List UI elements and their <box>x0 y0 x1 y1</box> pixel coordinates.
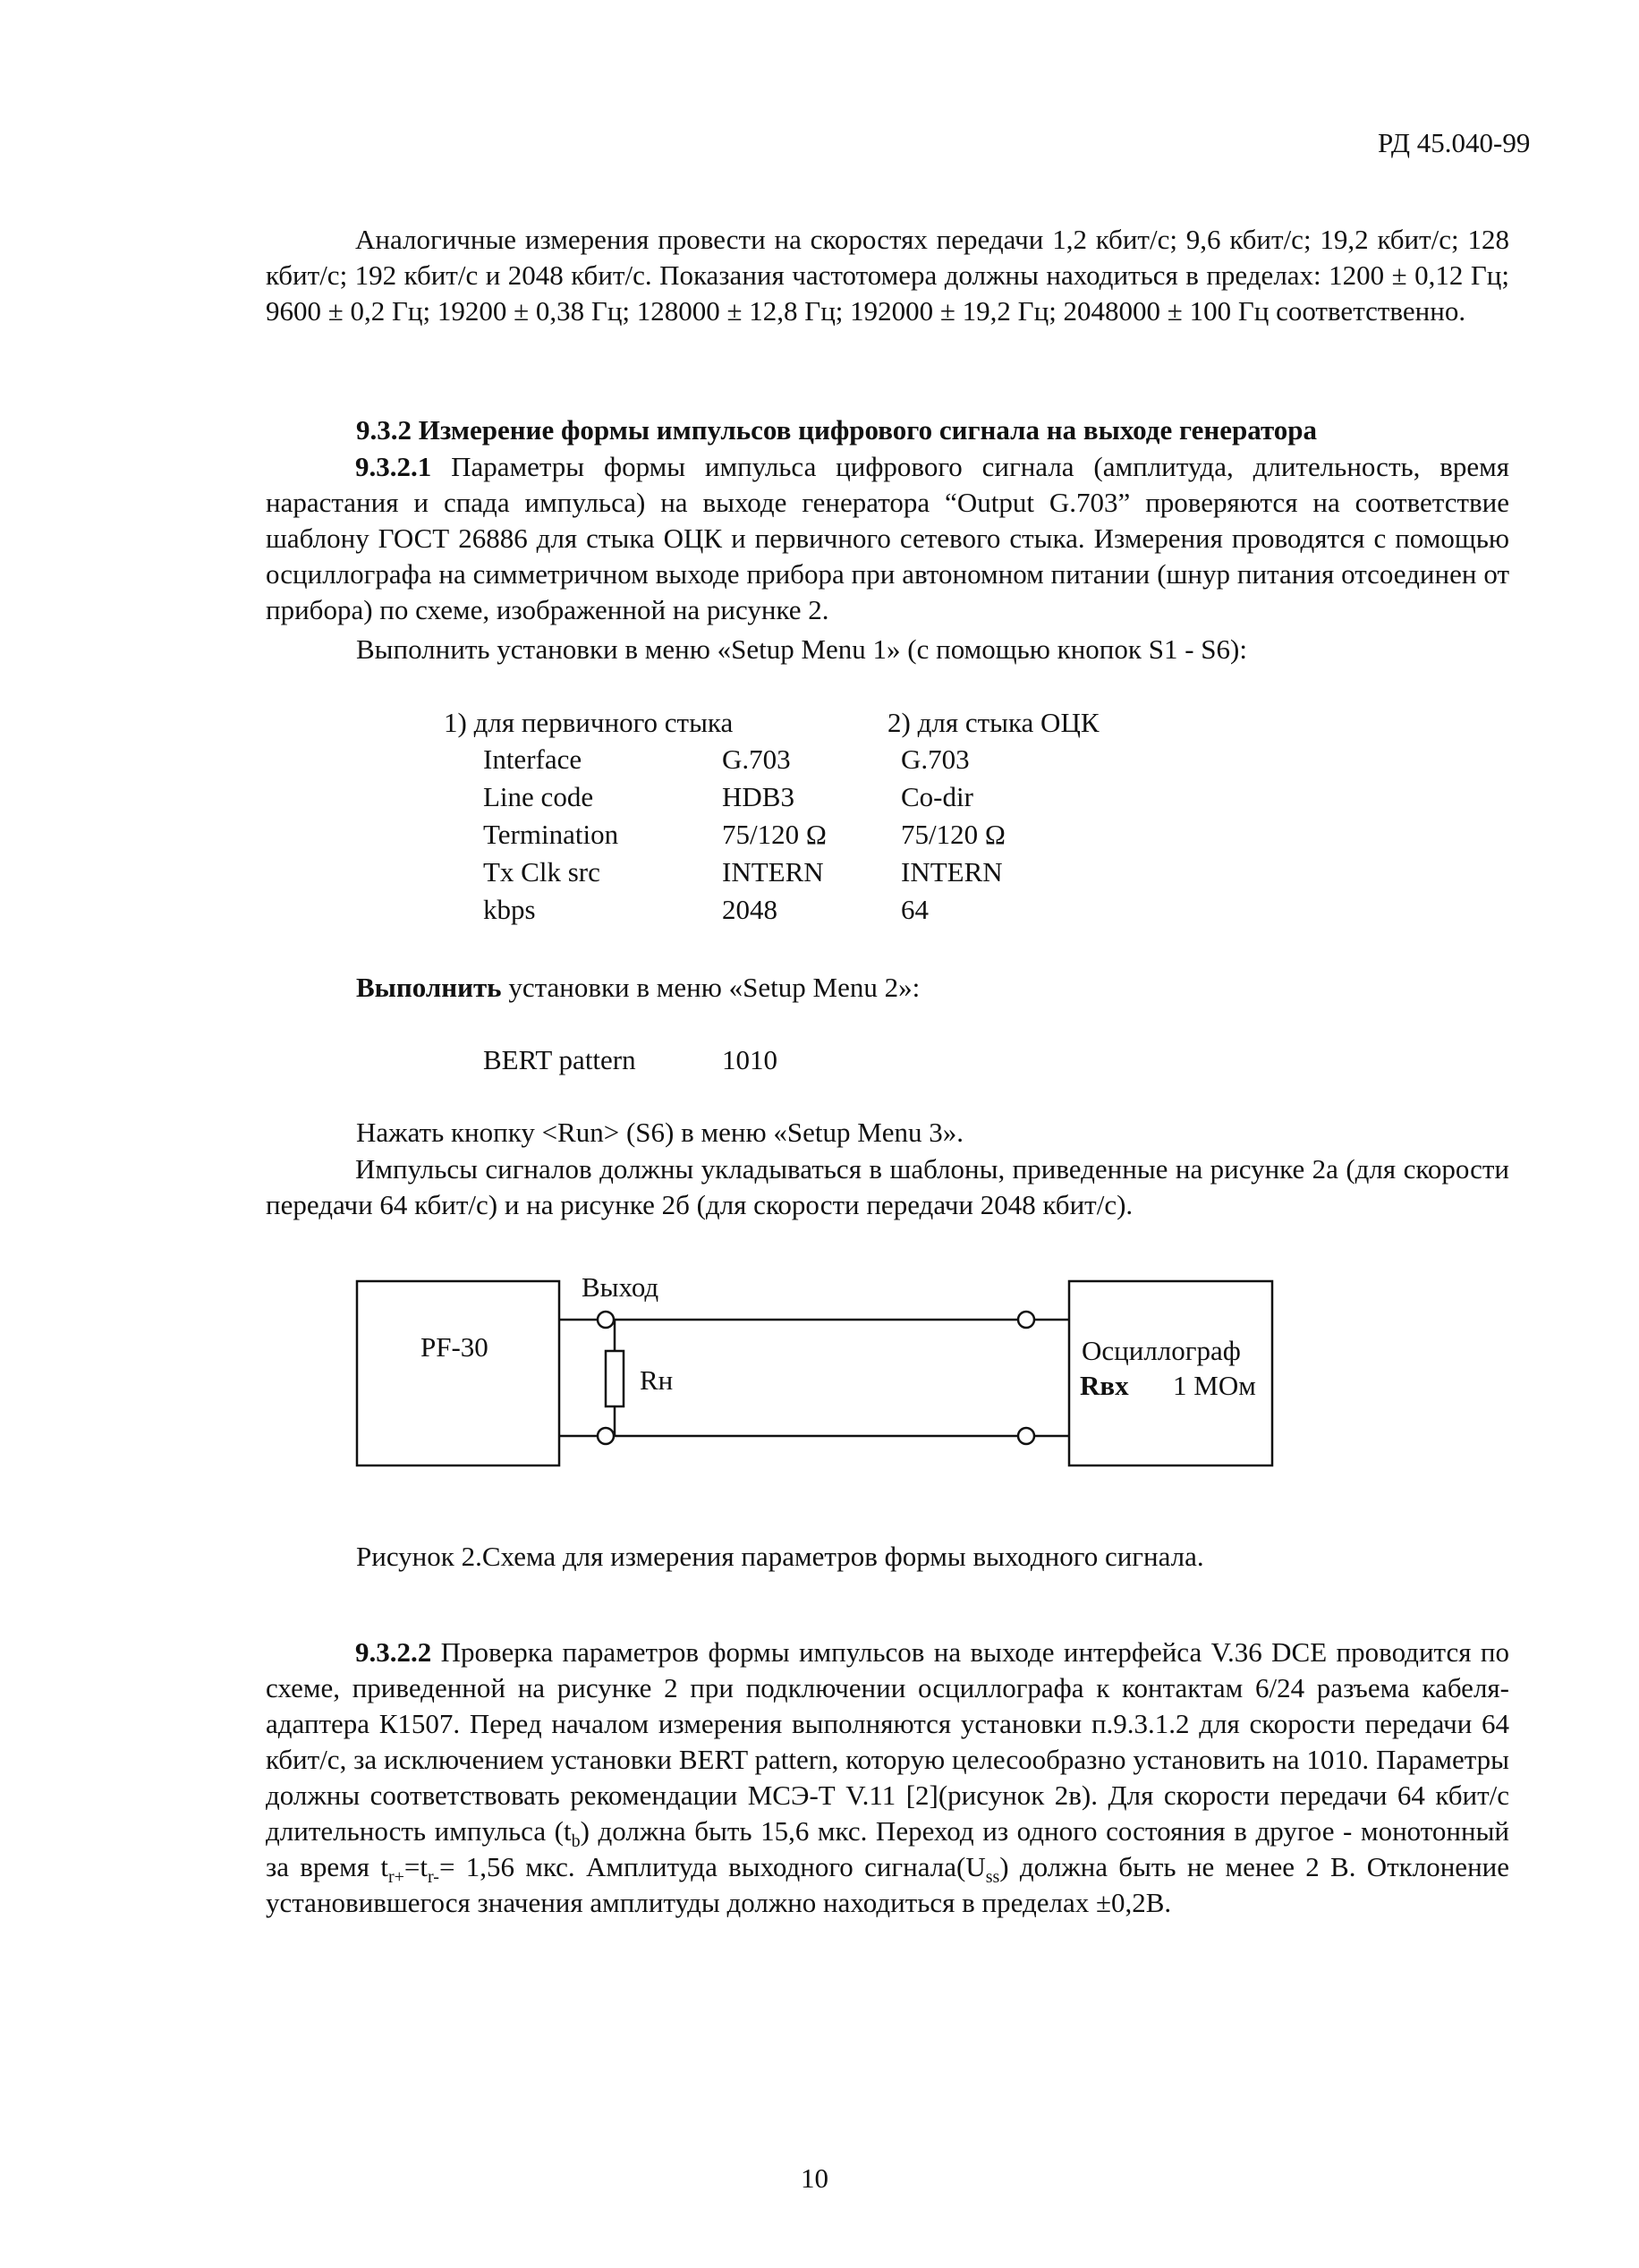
oscilloscope-input-label: Rвх <box>1080 1370 1129 1401</box>
table-row-value-2: G.703 <box>901 743 970 775</box>
subscript: b <box>571 1831 581 1852</box>
subscript: ss <box>985 1867 1000 1888</box>
subscript: r+ <box>387 1867 404 1888</box>
output-label: Выход <box>582 1271 659 1303</box>
table-row-name: Interface <box>483 743 582 775</box>
table-header-ock: 2) для стыка ОЦК <box>887 707 1100 738</box>
table-row-value-2: 75/120 Ω <box>901 819 1006 850</box>
table-row-name: Line code <box>483 781 594 812</box>
paragraph-text: Параметры формы импульса цифрового сигнала (амплитуда, длительность, время нарастания и спада импульса) на выходе генератора “Output G.703” проверяются на соответствие шаблону ГОСТ 26886 для стыка ОЦК и первичного сетевого стыка. Измерения проводятся с помощью осциллографа на симметричном выходе прибора при автономном питании (шнур питания отсоединен от прибора) по схеме, изображенной на рисунке 2. <box>266 451 1509 625</box>
paragraph-text: ) должна быть 15,6 мкс. Переход из одного состояния в другое - монотонный за время t <box>266 1815 1509 1882</box>
pf30-box <box>357 1281 559 1465</box>
table-row-value-2: Co-dir <box>901 781 973 812</box>
paragraph-text: = 1,56 мкс. Амплитуда выходного сигнала(U <box>438 1851 986 1882</box>
table-row-name: kbps <box>483 894 536 925</box>
oscilloscope-input-value: 1 МОм <box>1173 1370 1256 1401</box>
run-instruction: Нажать кнопку <Run> (S6) в меню «Setup Menu 3». <box>356 1117 964 1148</box>
load-resistor-label: Rн <box>640 1364 674 1396</box>
bert-pattern-name: BERT pattern <box>483 1044 636 1075</box>
paragraph-text: Проверка параметров формы импульсов на выходе интерфейса V.36 DCE проводится по схеме, приведенной на рисунке 2 при подключении осциллографа к контактам 6/24 разъема кабеля-адаптера К1507. Перед началом измерения выполняются установки п.9.3.1.2 для скорости передачи 64 кбит/с, за исключением установки BERT pattern, которую целесообразно установить на 1010. Параметры должны соответствовать рекомендации МСЭ-Т V.11 [2](рисунок 2в). Для скорости передачи 64 кбит/с длительность импульса (t <box>266 1636 1509 1847</box>
setup-menu-1-intro: Выполнить установки в меню «Setup Menu 1» (с помощью кнопок S1 - S6): <box>356 633 1247 665</box>
table-row-value-1: HDB3 <box>722 781 794 812</box>
table-row-value-1: 75/120 Ω <box>722 819 827 850</box>
paragraph-v36-check <box>266 1635 1509 1921</box>
bert-pattern-value: 1010 <box>722 1044 777 1075</box>
figure-caption: Рисунок 2.Схема для измерения параметров формы выходного сигнала. <box>356 1541 1204 1572</box>
setup-menu-2-intro <box>356 970 920 1006</box>
page-number: 10 <box>801 2162 828 2194</box>
document-code: РД 45.040-99 <box>1378 127 1531 158</box>
table-row-name: Termination <box>483 819 619 850</box>
setup-menu-2-bold: Выполнить <box>356 972 502 1003</box>
table-row-value-1: G.703 <box>722 743 791 775</box>
table-row-value-2: 64 <box>901 894 929 925</box>
table-row-value-1: 2048 <box>722 894 777 925</box>
table-header-primary: 1) для первичного стыка <box>444 707 734 738</box>
paragraph-frequency-measurements: Аналогичные измерения провести на скоростях передачи 1,2 кбит/с; 9,6 кбит/с; 19,2 кбит/с; 128 кбит/с; 192 кбит/с и 2048 кбит/с. Показания частотомера должны находиться в пределах: 1200 ± 0,12 Гц; 9600 ± 0,2 Гц; 19200 ± 0,38 Гц; 128000 ± 12,8 Гц; 192000 ± 19,2 Гц; 2048000 ± 100 Гц соответственно. <box>266 224 1509 327</box>
paragraph-number: 9.3.2.1 <box>355 451 432 482</box>
device-label: PF-30 <box>420 1331 488 1363</box>
paragraph-number: 9.3.2.2 <box>355 1636 432 1668</box>
paragraph-pulse-templates: Импульсы сигналов должны укладываться в шаблоны, приведенные на рисунке 2а (для скорости передачи 64 кбит/с) и на рисунке 2б (для скорости передачи 2048 кбит/с). <box>266 1153 1509 1220</box>
subscript: r- <box>428 1867 439 1888</box>
table-row-value-2: INTERN <box>901 856 1003 888</box>
section-heading: 9.3.2 Измерение формы импульсов цифрового сигнала на выходе генератора <box>356 414 1318 446</box>
paragraph-text: ) должна быть не менее 2 В. Отклонение установившегося значения амплитуды должно находиться в пределах ±0,2В. <box>266 1851 1510 1918</box>
table-row-value-1: INTERN <box>722 856 824 888</box>
table-row-name: Tx Clk src <box>483 856 600 888</box>
paragraph-text: =t <box>403 1851 429 1882</box>
oscilloscope-label: Осциллограф <box>1082 1335 1241 1366</box>
setup-menu-2-text: установки в меню «Setup Menu 2»: <box>501 972 921 1003</box>
paragraph-pulse-parameters <box>266 449 1509 628</box>
